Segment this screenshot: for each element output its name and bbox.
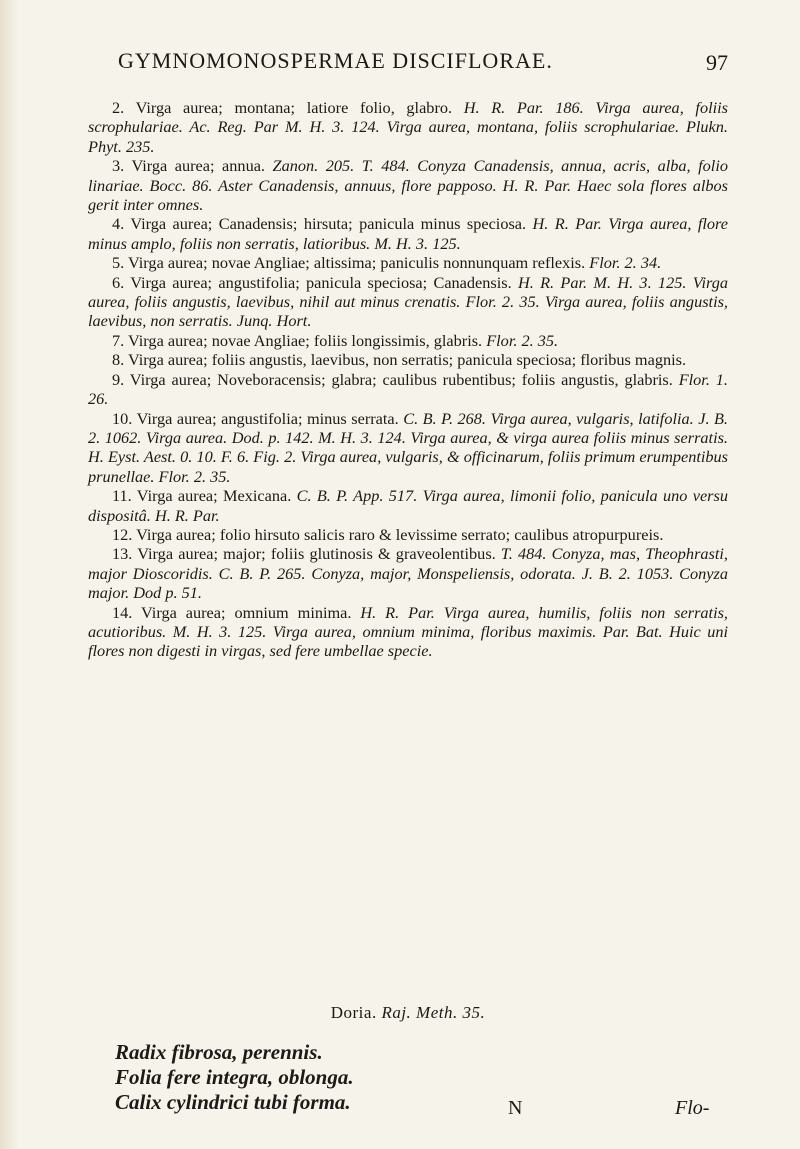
author-reference: Raj. Meth. 35. (381, 1003, 486, 1022)
page-number: 97 (706, 50, 728, 75)
page-edge-shading (0, 0, 18, 1149)
genus-characters (115, 1040, 615, 1115)
species-entry-7: 7. Virga aurea; novae Angliae; foliis longissimis, glabris. Flor. 2. 35. (112, 330, 559, 350)
species-entry-4: 4. Virga aurea; Canadensis; hirsuta; panicula minus speciosa. H. R. Par. Virga aurea, flore minus amplo, foliis non serratis, latioribus. M. H. 3. 125. (88, 214, 728, 253)
signature-mark: N (508, 1097, 523, 1119)
species-entry-9: 9. Virga aurea; Noveboracensis; glabra; caulibus rubentibus; foliis angustis, glabris. Flor. 1. 26. (88, 369, 728, 409)
species-entry-3: 3. Virga aurea; annua. Zanon. 205. T. 484. Conyza Canadensis, annua, acris, alba, folio linariae. Bocc. 86. Aster Canadensis, annuus, flore papposo. H. R. Par. Haec sola flores albos gerit inter omnes. (88, 156, 728, 215)
species-entry-13: 13. Virga aurea; major; foliis glutinosis & graveolentibus. T. 484. Conyza, mas, Theophrasti, major Dioscoridis. C. B. P. 265. Conyza, major, Monspeliensis, odorata. J. B. 2. 1053. Conyza major. Dod p. 51. (88, 544, 728, 603)
species-entry-2: 2. Virga aurea; montana; latiore folio, glabro. H. R. Par. 186. Virga aurea, foliis scrophulariae. Ac. Reg. Par M. H. 3. 124. Virga aurea, montana, foliis scrophulariae. Plukn. Phyt. 235. (88, 98, 728, 156)
species-entry-8: 8. Virga aurea; foliis angustis, laevibus, non serratis; panicula speciosa; floribus magnis. (112, 350, 687, 370)
catchword: Flo- (675, 1097, 710, 1119)
author-name: Doria. (330, 1003, 377, 1022)
genus-author-line (88, 1003, 728, 1023)
running-head: GYMNOMONOSPERMAE DISCIFLORAE. (118, 48, 553, 73)
species-entry-14: 14. Virga aurea; omnium minima. H. R. Par. Virga aurea, humilis, foliis non serratis, acutioribus. M. H. 3. 125. Virga aurea, omnium minima, floribus maximis. Par. Bat. Huic uni flores non digesti in virgas, sed fere umbellae specie. (88, 602, 729, 661)
page-header (88, 48, 728, 82)
character-calyx: Calix cylindrici tubi forma. (115, 1090, 351, 1114)
character-root: Radix fibrosa, perennis. (115, 1040, 323, 1064)
species-entry-12: 12. Virga aurea; folio hirsuto salicis raro & levissime serrato; caulibus atropurpureis. (112, 524, 664, 544)
species-entry-5: 5. Virga aurea; novae Angliae; altissima; paniculis nonnunquam reflexis. Flor. 2. 34. (112, 253, 662, 273)
species-entry-11: 11. Virga aurea; Mexicana. C. B. P. App. 517. Virga aurea, limonii folio, panicula uno versu dispositâ. H. R. Par. (88, 486, 728, 525)
character-leaves: Folia fere integra, oblonga. (115, 1065, 354, 1089)
species-entry-6: 6. Virga aurea; angustifolia; panicula speciosa; Canadensis. H. R. Par. M. H. 3. 125. Virga aurea, foliis angustis, laevibus, nihil aut minus crenatis. Flor. 2. 35. Virga aurea, foliis angustis, laevibus, non serratis. Junq. Hort. (88, 272, 728, 331)
species-entry-10: 10. Virga aurea; angustifolia; minus serrata. C. B. P. 268. Virga aurea, vulgaris, latifolia. J. B. 2. 1062. Virga aurea. Dod. p. 142. M. H. 3. 124. Virga aurea, & virga aurea foliis minus serratis. H. Eyst. Aest. 0. 10. F. 6. Fig. 2. Virga aurea, vulgaris, & officinarum, foliis primum erumpentibus prunellae. Flor. 2. 35. (88, 408, 729, 486)
species-list (88, 98, 728, 661)
